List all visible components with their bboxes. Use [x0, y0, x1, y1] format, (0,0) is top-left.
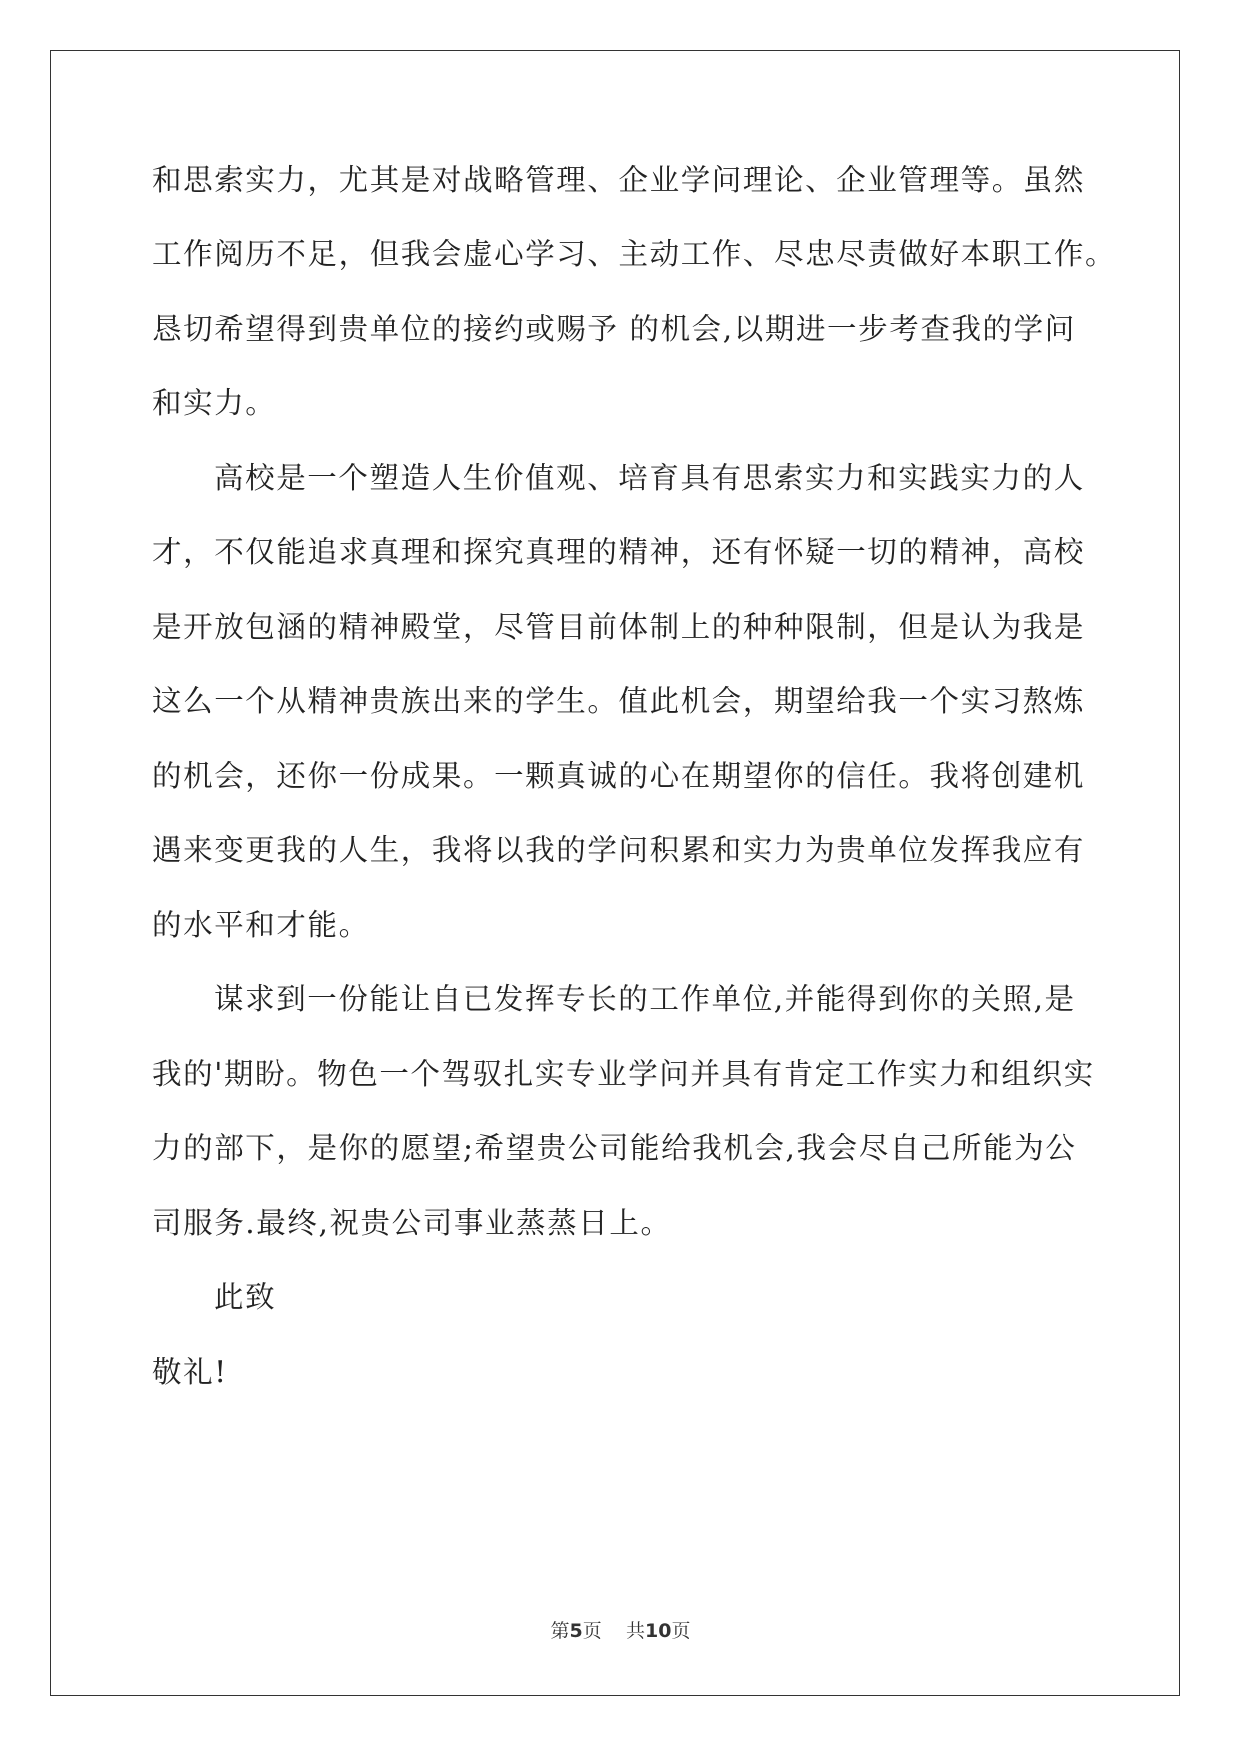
closing-regards: 敬礼! [152, 1355, 228, 1389]
text-line: 这么一个从精神贵族出来的学生。值此机会，期望给我一个实习熬炼 [152, 684, 1086, 718]
text-line: 才，不仅能追求真理和探究真理的精神，还有怀疑一切的精神，高校 [152, 535, 1086, 569]
closing-salutation: 此致 [214, 1280, 277, 1314]
footer-page-suffix: 页 [582, 1620, 602, 1642]
text-line: 和实力。 [152, 386, 277, 420]
footer-total-suffix: 页 [671, 1620, 691, 1642]
footer-total-prefix: 共 [625, 1620, 645, 1642]
text-line: 恳切希望得到贵单位的接约或赐予 的机会,以期进一步考查我的学问 [152, 312, 1076, 346]
text-line: 高校是一个塑造人生价值观、培育具有思索实力和实践实力的人 [214, 461, 1085, 495]
footer-total-number: 10 [644, 1620, 672, 1642]
text-line: 工作阅历不足，但我会虚心学习、主动工作、尽忠尽责做好本职工作。 [152, 237, 1117, 271]
footer-page-prefix: 第 [550, 1620, 570, 1642]
text-line: 的机会，还你一份成果。一颗真诚的心在期望你的信任。我将创建机 [152, 759, 1086, 793]
footer-page-number: 5 [569, 1620, 583, 1642]
text-line: 谋求到一份能让自已发挥专长的工作单位,并能得到你的关照,是 [214, 982, 1076, 1016]
page-border [50, 50, 1180, 1696]
text-line: 我的'期盼。物色一个驾驭扎实专业学问并具有肯定工作实力和组织实 [152, 1057, 1095, 1091]
text-line: 力的部下，是你的愿望;希望贵公司能给我机会,我会尽自己所能为公 [152, 1131, 1077, 1165]
text-line: 遇来变更我的人生，我将以我的学问积累和实力为贵单位发挥我应有 [152, 833, 1086, 867]
text-line: 的水平和才能。 [152, 908, 370, 942]
text-line: 和思索实力，尤其是对战略管理、企业学问理论、企业管理等。虽然 [152, 163, 1086, 197]
text-line: 是开放包涵的精神殿堂，尽管目前体制上的种种限制，但是认为我是 [152, 610, 1086, 644]
text-line: 司服务.最终,祝贵公司事业蒸蒸日上。 [152, 1206, 672, 1240]
page-footer [0, 1616, 1241, 1643]
